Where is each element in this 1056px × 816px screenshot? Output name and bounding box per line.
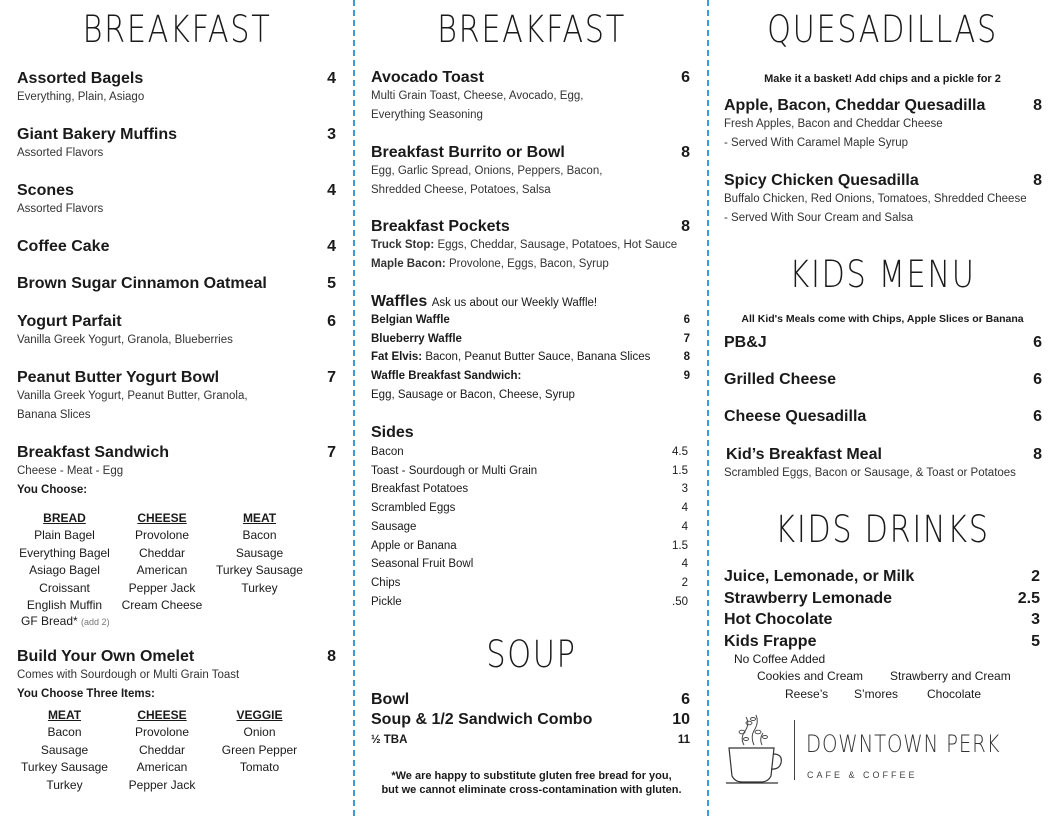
kids-drinks bbox=[724, 566, 1040, 652]
item-desc: Scrambled Eggs, Bacon or Sausage, & Toast or Potatoes bbox=[724, 467, 1016, 479]
option: Pepper Jack bbox=[128, 580, 196, 595]
menu-item bbox=[371, 69, 690, 125]
choose-label: You Choose Three Items: bbox=[17, 688, 155, 700]
frappe-note: No Coffee Added bbox=[734, 652, 826, 666]
item-price: 8 bbox=[1033, 446, 1042, 463]
item-name: Assorted Bagels bbox=[17, 70, 144, 87]
downtown-perk-logo bbox=[724, 712, 1054, 792]
item-price: 4 bbox=[327, 238, 336, 255]
option: Everything Bagel bbox=[19, 545, 110, 560]
bread-column bbox=[17, 510, 112, 614]
drink-price: 3 bbox=[1031, 611, 1040, 628]
option: American bbox=[136, 760, 188, 775]
frappe-flavor: Reese’s bbox=[785, 687, 829, 701]
side-name: Sausage bbox=[371, 520, 417, 533]
item-desc: Cheese - Meat - Egg bbox=[17, 465, 124, 477]
item-desc: Banana Slices bbox=[17, 409, 91, 421]
item-desc: Multi Grain Toast, Cheese, Avocado, Egg, bbox=[371, 90, 584, 102]
breakfast-column-2 bbox=[355, 0, 708, 816]
option: Plain Bagel bbox=[34, 528, 95, 543]
item-price: 8 bbox=[1033, 97, 1042, 114]
item-price: 6 bbox=[1033, 408, 1042, 425]
item-desc: - Served With Caramel Maple Syrup bbox=[724, 137, 909, 149]
option: Onion bbox=[243, 725, 276, 740]
gf-bread-note: (add 2) bbox=[81, 617, 110, 627]
column-header: VEGGIE bbox=[236, 708, 283, 722]
side-name: Seasonal Fruit Bowl bbox=[371, 558, 474, 571]
option: Asiago Bagel bbox=[29, 563, 100, 578]
column-header: MEAT bbox=[242, 511, 277, 525]
waffle-desc: Egg, Sausage or Bacon, Cheese, Syrup bbox=[371, 388, 575, 401]
veggie-column bbox=[212, 707, 307, 794]
item-desc: Egg, Garlic Spread, Onions, Peppers, Bacon, bbox=[371, 165, 603, 177]
side-name: Scrambled Eggs bbox=[371, 502, 456, 515]
item-price: 3 bbox=[327, 126, 336, 143]
section-heading: KIDS DRINKS bbox=[775, 508, 990, 551]
side-price: .50 bbox=[672, 595, 688, 608]
option: Tomato bbox=[239, 760, 280, 775]
column-header: BREAD bbox=[43, 511, 86, 525]
section-title: Sides bbox=[371, 424, 414, 441]
item-name: Cheese Quesadilla bbox=[724, 408, 867, 425]
waffle-price: 7 bbox=[683, 332, 690, 345]
kids-breakfast-meal bbox=[724, 446, 1042, 483]
waffle-name: Fat Elvis: bbox=[371, 351, 423, 364]
logo-name: DOWNTOWN PERK bbox=[806, 730, 1001, 758]
item-price: 6 bbox=[681, 69, 690, 86]
choose-label: You Choose: bbox=[17, 484, 88, 496]
item-desc: Comes with Sourdough or Multi Grain Toast bbox=[17, 669, 240, 681]
frappe-flavor: Strawberry and Cream bbox=[890, 669, 1011, 683]
column-header: CHEESE bbox=[137, 511, 187, 525]
drink-price: 5 bbox=[1031, 632, 1040, 650]
option: Croissant bbox=[39, 580, 90, 595]
basket-note: Make it a basket! Add chips and a pickle for 2 bbox=[764, 73, 1001, 85]
item-desc: Everything, Plain, Asiago bbox=[17, 91, 145, 103]
menu-item bbox=[17, 70, 336, 107]
pocket-name: Maple Bacon: bbox=[371, 258, 446, 270]
item-name: Spicy Chicken Quesadilla bbox=[724, 172, 919, 189]
item-name: Kid’s Breakfast Meal bbox=[726, 446, 882, 463]
waffle-price: 8 bbox=[683, 351, 690, 364]
item-name: Avocado Toast bbox=[371, 69, 484, 86]
item-price: 7 bbox=[327, 369, 336, 386]
side-price: 1.5 bbox=[672, 539, 688, 552]
item-price: 7 bbox=[327, 444, 336, 461]
kids-items bbox=[724, 334, 1042, 445]
item-desc: Buffalo Chicken, Red Onions, Tomatoes, Shredded Cheese bbox=[724, 193, 1027, 205]
waffle-price: 9 bbox=[683, 370, 690, 383]
section-heading: BREAKFAST bbox=[437, 8, 626, 51]
column-header: MEAT bbox=[47, 708, 82, 722]
item-name: Yogurt Parfait bbox=[17, 313, 122, 330]
waffle-name: Blueberry Waffle bbox=[371, 332, 462, 345]
option: Sausage bbox=[40, 742, 89, 757]
drink-name: Kids Frappe bbox=[724, 632, 817, 650]
menu-item bbox=[17, 275, 336, 293]
waffles-section bbox=[371, 293, 690, 405]
soup-name: ½ TBA bbox=[371, 734, 408, 746]
item-price: 5 bbox=[327, 275, 336, 292]
item-name: Scones bbox=[17, 182, 74, 199]
option: Pepper Jack bbox=[128, 777, 196, 792]
item-desc: Assorted Flavors bbox=[17, 203, 104, 215]
menu-item bbox=[724, 172, 1042, 228]
waffles-note: Ask us about our Weekly Waffle! bbox=[431, 297, 598, 309]
build-omelet bbox=[17, 648, 336, 704]
waffle-desc: Bacon, Peanut Butter Sauce, Banana Slices bbox=[422, 351, 651, 364]
item-price: 8 bbox=[1033, 172, 1042, 189]
item-desc: Everything Seasoning bbox=[371, 109, 483, 121]
section-heading: SOUP bbox=[486, 633, 577, 676]
menu-item bbox=[371, 144, 690, 200]
item-desc: Vanilla Greek Yogurt, Peanut Butter, Granola, bbox=[17, 390, 248, 402]
soup-price: 11 bbox=[677, 734, 690, 746]
menu-item bbox=[17, 313, 336, 350]
side-price: 4 bbox=[681, 502, 688, 515]
column-3 bbox=[709, 0, 1056, 816]
frappe-flavor: Cookies and Cream bbox=[757, 669, 864, 683]
item-name: Peanut Butter Yogurt Bowl bbox=[17, 369, 220, 386]
menu-item bbox=[17, 238, 336, 256]
item-price: 8 bbox=[327, 648, 336, 665]
gf-bread: GF Bread* bbox=[21, 614, 78, 628]
drink-price: 2.5 bbox=[1017, 589, 1040, 607]
section-heading: QUESADILLAS bbox=[767, 8, 998, 51]
item-name: PB&J bbox=[724, 334, 767, 351]
menu-item bbox=[724, 97, 1042, 153]
item-price: 6 bbox=[1033, 334, 1042, 351]
option: Cream Cheese bbox=[121, 598, 203, 613]
cheese-column bbox=[112, 707, 212, 794]
frappe-flavor: S’mores bbox=[854, 687, 899, 701]
meat-column bbox=[212, 510, 307, 614]
item-desc: Vanilla Greek Yogurt, Granola, Blueberries bbox=[17, 334, 233, 346]
item-desc: Shredded Cheese, Potatoes, Salsa bbox=[371, 184, 551, 196]
item-price: 6 bbox=[1033, 371, 1042, 388]
option: Turkey bbox=[241, 580, 278, 595]
waffle-name: Belgian Waffle bbox=[371, 314, 450, 326]
item-name: Brown Sugar Cinnamon Oatmeal bbox=[17, 275, 267, 292]
kids-note: All Kid's Meals come with Chips, Apple Slices or Banana bbox=[741, 313, 1024, 325]
side-name: Bacon bbox=[371, 446, 404, 458]
gf-bread-option bbox=[21, 614, 110, 628]
logo-divider bbox=[794, 720, 795, 780]
pocket-desc: Eggs, Cheddar, Sausage, Potatoes, Hot Sauce bbox=[434, 239, 678, 251]
item-desc: Fresh Apples, Bacon and Cheddar Cheese bbox=[724, 118, 943, 130]
omelet-options bbox=[17, 707, 307, 794]
waffle-price: 6 bbox=[683, 314, 690, 326]
coffee-cup-icon bbox=[724, 712, 786, 788]
section-heading: BREAKFAST bbox=[82, 8, 272, 51]
soup-name: Soup & 1/2 Sandwich Combo bbox=[371, 711, 593, 728]
side-name: Toast - Sourdough or Multi Grain bbox=[371, 464, 538, 477]
drink-name: Juice, Lemonade, or Milk bbox=[724, 568, 915, 585]
side-name: Breakfast Potatoes bbox=[371, 483, 469, 496]
pocket-name: Truck Stop: bbox=[371, 239, 435, 251]
item-price: 8 bbox=[681, 218, 690, 235]
side-name: Apple or Banana bbox=[371, 539, 457, 552]
item-name: Grilled Cheese bbox=[724, 371, 837, 388]
gluten-note bbox=[355, 769, 708, 797]
item-name: Giant Bakery Muffins bbox=[17, 126, 178, 143]
side-price: 2 bbox=[681, 576, 688, 589]
option: Turkey bbox=[46, 777, 83, 792]
frappe-flavor: Chocolate bbox=[927, 687, 982, 701]
side-name: Chips bbox=[371, 576, 401, 589]
gluten-note-line: *We are happy to substitute gluten free bread for you, bbox=[391, 770, 672, 782]
option: Cheddar bbox=[138, 545, 186, 560]
sides-section bbox=[371, 424, 688, 611]
item-name: Build Your Own Omelet bbox=[17, 648, 195, 665]
item-price: 8 bbox=[681, 144, 690, 161]
item-name: Breakfast Burrito or Bowl bbox=[371, 144, 565, 161]
menu-item bbox=[17, 369, 336, 425]
item-price: 4 bbox=[327, 182, 336, 199]
item-price: 6 bbox=[327, 313, 336, 330]
item-name: Breakfast Pockets bbox=[371, 218, 510, 235]
option: Turkey Sausage bbox=[21, 760, 108, 775]
soup-price: 10 bbox=[672, 711, 690, 728]
side-name: Pickle bbox=[371, 595, 402, 608]
soup-price: 6 bbox=[681, 691, 690, 708]
option: Bacon bbox=[47, 725, 82, 740]
soup-section bbox=[371, 690, 690, 750]
item-price: 4 bbox=[327, 70, 336, 87]
option: Green Pepper bbox=[221, 742, 298, 757]
waffle-name: Waffle Breakfast Sandwich: bbox=[371, 370, 522, 383]
option: English Muffin bbox=[26, 598, 103, 613]
meat-column bbox=[17, 707, 112, 794]
item-desc: Assorted Flavors bbox=[17, 147, 104, 159]
logo-tagline: CAFE & COFFEE bbox=[807, 770, 918, 780]
option: American bbox=[136, 563, 188, 578]
section-heading: KIDS MENU bbox=[789, 253, 976, 296]
drink-name: Strawberry Lemonade bbox=[724, 589, 893, 607]
sandwich-options bbox=[17, 510, 307, 614]
column-header: CHEESE bbox=[137, 708, 187, 722]
drink-name: Hot Chocolate bbox=[724, 611, 833, 628]
pocket-desc: Provolone, Eggs, Bacon, Syrup bbox=[445, 258, 609, 270]
side-price: 1.5 bbox=[672, 464, 688, 477]
item-name: Waffles bbox=[371, 293, 428, 310]
option: Sausage bbox=[235, 545, 284, 560]
menu-item bbox=[371, 218, 690, 274]
cheese-column bbox=[112, 510, 212, 614]
option: Provolone bbox=[134, 528, 190, 543]
option: Turkey Sausage bbox=[216, 563, 303, 578]
gluten-note-line: but we cannot eliminate cross-contamination with gluten. bbox=[381, 784, 682, 796]
option: Bacon bbox=[242, 528, 277, 543]
breakfast-sandwich bbox=[17, 444, 336, 500]
side-price: 3 bbox=[681, 483, 688, 496]
item-name: Apple, Bacon, Cheddar Quesadilla bbox=[724, 97, 986, 114]
item-name: Breakfast Sandwich bbox=[17, 444, 170, 461]
item-desc: - Served With Sour Cream and Salsa bbox=[724, 212, 914, 224]
drink-price: 2 bbox=[1031, 568, 1040, 585]
side-price: 4.5 bbox=[672, 446, 688, 458]
option: Provolone bbox=[134, 725, 190, 740]
menu-item bbox=[17, 182, 336, 219]
menu-item bbox=[17, 126, 336, 163]
side-price: 4 bbox=[681, 558, 688, 571]
side-price: 4 bbox=[681, 520, 688, 533]
breakfast-column-1 bbox=[0, 0, 354, 816]
item-name: Coffee Cake bbox=[17, 238, 110, 255]
option: Cheddar bbox=[138, 742, 186, 757]
soup-name: Bowl bbox=[371, 691, 410, 708]
